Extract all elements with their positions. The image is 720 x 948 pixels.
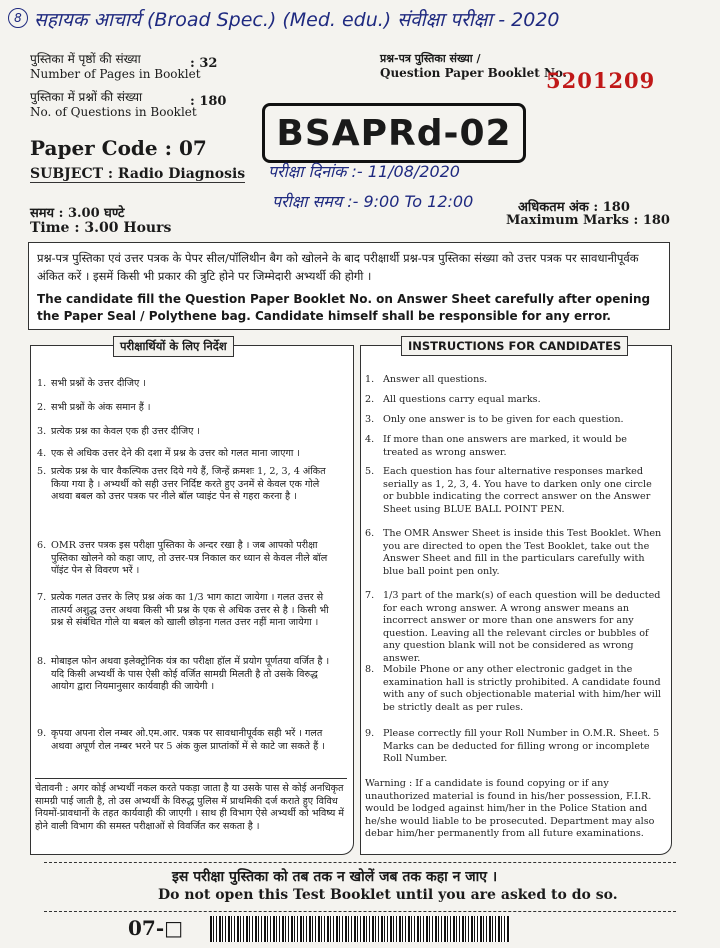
english-instructions-title: INSTRUCTIONS FOR CANDIDATES (401, 336, 628, 356)
footer-english: Do not open this Test Booklet until you are asked to do so. (158, 887, 618, 903)
max-marks-en: Maximum Marks : 180 (506, 213, 670, 228)
questions-label-hi: पुस्तिका में प्रश्नों की संख्या (30, 90, 143, 104)
time-hi: समय : 3.00 घण्टे (30, 206, 125, 221)
bottom-code: 07-□ (128, 916, 184, 940)
exam-date: परीक्षा दिनांक :- 11/08/2020 (268, 162, 460, 181)
booklet-label-hi: प्रश्न-पत्र पुस्तिका संख्या / (380, 52, 481, 65)
pages-label-hi: पुस्तिका में पृष्ठों की संख्या (30, 52, 141, 66)
notice-hindi: प्रश्न-पत्र पुस्तिका एवं उत्तर पत्रक के पेपर सील/पॉलिथीन बैग को खोलने के बाद परीक्षार्थी प्रश्न-पत्र पुस्तिका संख्या को उत्तर पत्रक पर सावधानीपूर्वक अंकित करें । इसमें किसी भी प्रकार की त्रुटि होने पर जिम्मेदारी अभ्यर्थी की होगी । (37, 251, 639, 283)
hindi-instructions-title: परीक्षार्थियों के लिए निर्देश (113, 336, 234, 357)
exam-time: परीक्षा समय :- 9:00 To 12:00 (272, 192, 474, 211)
handwritten-exam-title: सहायक आचार्य (Broad Spec.) (Med. edu.) संवीक्षा परीक्षा - 2020 (34, 9, 560, 31)
booklet-label-en: Question Paper Booklet No. (380, 66, 567, 80)
booklet-number: 5201209 (546, 68, 656, 93)
pages-value: : 32 (190, 56, 218, 71)
pages-label-en: Number of Pages in Booklet (30, 67, 201, 81)
notice-english: The candidate fill the Question Paper Booklet No. on Answer Sheet carefully after opening the Paper Seal / Polythene bag. Candidate himself shall be responsible for any error. (37, 292, 651, 323)
circle-number: 8 (8, 8, 28, 28)
subject: SUBJECT : Radio Diagnosis (30, 166, 246, 182)
notice-box (28, 242, 670, 330)
questions-value: : 180 (190, 94, 227, 109)
questions-label-en: No. of Questions in Booklet (30, 105, 197, 119)
barcode-icon (210, 916, 510, 942)
paper-code: Paper Code : 07 (30, 136, 207, 160)
english-instructions-panel: INSTRUCTIONS FOR CANDIDATES 1. Answer all questions. 2. All questions carry equal marks. 3. Only one answer is to be given for each question. 4. If more than one answers are marked, it would be treated as wrong answer. 5. Each question has four alternative responses marked serially as 1, 2, 3, 4. You have to darken only one circle or bubble indicating the correct answer on the Answer Sheet using BLUE BALL POINT PEN. 6. The OMR Answer Sheet is inside this Test Booklet. When you are directed to open the Test Booklet, take out the Answer Sheet and fill in the particulars carefully with blue ball point pen only. 7. 1/3 part of the mark(s) of each question will be deducted for each wrong answer. A wrong answer means an incorrect answer or more than one answers for any question. Leaving all the relevant circles or bubbles of any question blank will not be considered as wrong answer. 8. Mobile Phone or any other electronic gadget in the examination hall is strictly prohibited. A candidate found with any of such objectionable material with him/her will be strictly dealt as per rules. 9. Please correctly fill your Roll Number in O.M.R. Sheet. 5 Marks can be deducted for filling wrong or incomplete Roll Number. Warning : If a candidate is found copying or if any unauthorized material is found in his/her possession, F.I.R. would be lodged against him/her in the Police Station and he/she would liable to be prosecuted. Department may also debar him/her permanently from all future examinations. (360, 345, 672, 855)
footer-hindi: इस परीक्षा पुस्तिका को तब तक न खोलें जब तक कहा न जाए । (172, 869, 498, 885)
footer-notice (44, 862, 676, 912)
hindi-warning: चेतावनी : अगर कोई अभ्यर्थी नकल करते पकड़ा जाता है या उसके पास से कोई अनधिकृत सामग्री पाई जाती है, तो उस अभ्यर्थी के विरुद्ध पुलिस में प्राथमिकी दर्ज कराते हुए विविध नियमों-प्रावधानों के तहत कार्यवाही की जाएगी । साथ ही विभाग ऐसे अभ्यर्थी को भविष्य में होने वाली विभाग की समस्त परीक्षाओं से विवर्जित कर सकता है । (35, 778, 347, 833)
hindi-instructions-panel: परीक्षार्थियों के लिए निर्देश 1. सभी प्रश्नों के उत्तर दीजिए । 2. सभी प्रश्नों के अंक समान हैं । 3. प्रत्येक प्रश्न का केवल एक ही उत्तर दीजिए । 4. एक से अधिक उत्तर देने की दशा में प्रश्न के उत्तर को गलत माना जाएगा । 5. प्रत्येक प्रश्न के चार वैकल्पिक उत्तर दिये गये हैं, जिन्हें क्रमशः 1, 2, 3, 4 अंकित किया गया है । अभ्यर्थी को सही उत्तर निर्दिष्ट करते हुए उनमें से केवल एक गोले अथवा बबल को उत्तर पत्रक पर नीले बॉल प्वाइंट पेन से गहरा करना है । 6. OMR उत्तर पत्रक इस परीक्षा पुस्तिका के अन्दर रखा है । जब आपको परीक्षा पुस्तिका खोलने को कहा जाए, तो उत्तर-पत्र निकाल कर ध्यान से केवल नीले बॉल पॉइंट पेन से विवरण भरें । 7. प्रत्येक गलत उत्तर के लिए प्रश्न अंक का 1/3 भाग काटा जायेगा । गलत उत्तर से तात्पर्य अशुद्ध उत्तर अथवा किसी भी प्रश्न के एक से अधिक उत्तर से है । किसी भी प्रश्न से संबंधित गोले या बबल को खाली छोड़ना गलत उत्तर नहीं माना जायेगा । 8. मोबाइल फोन अथवा इलेक्ट्रोनिक यंत्र का परीक्षा हॉल में प्रयोग पूर्णतया वर्जित है । यदि किसी अभ्यर्थी के पास ऐसी कोई वर्जित सामग्री मिलती है तो उसके विरुद्ध आयोग द्वारा नियमानुसार कार्यवाही की जायेगी । 9. कृपया अपना रोल नम्बर ओ.एम.आर. पत्रक पर सावधानीपूर्वक सही भरें । गलत अथवा अपूर्ण रोल नम्बर भरने पर 5 अंक कुल प्राप्तांकों में से काटे जा सकते हैं । चेतावनी : अगर कोई अभ्यर्थी नकल करते पकड़ा जाता है या उसके पास से कोई अनधिकृत सामग्री पाई जाती है, तो उस अभ्यर्थी के विरुद्ध पुलिस में प्राथमिकी दर्ज कराते हुए विविध नियमों-प्रावधानों के तहत कार्यवाही की जाएगी । साथ ही विभाग ऐसे अभ्यर्थी को भविष्य में होने वाली विभाग की समस्त परीक्षाओं से विवर्जित कर सकता है । (30, 345, 354, 855)
time-en: Time : 3.00 Hours (30, 220, 172, 236)
max-marks-hi: अधिकतम अंक : 180 (518, 200, 630, 215)
series-code: BSAPRd-02 (262, 103, 526, 163)
english-warning: Warning : If a candidate is found copying or if any unauthorized material is found in his/her possession, F.I.R. would be lodged against him/her in the Police Station and he/she would liable to be prosecuted. Department may also debar him/her permanently from all future examinations. (365, 778, 655, 839)
